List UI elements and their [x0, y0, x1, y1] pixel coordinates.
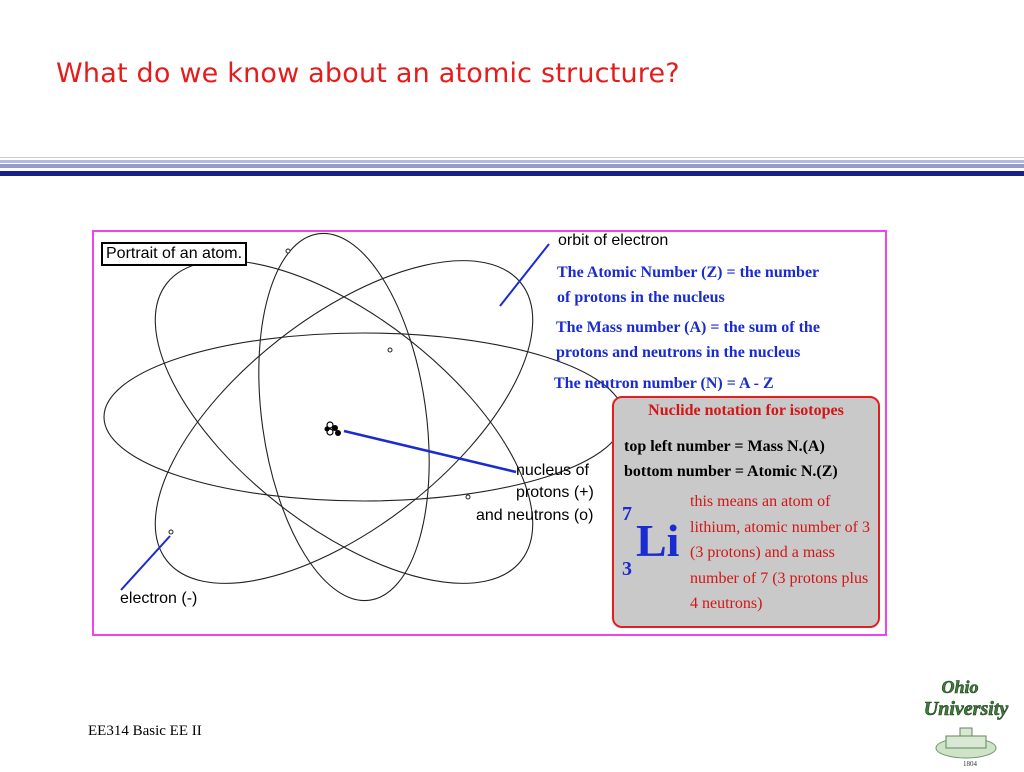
header-rule-light: [0, 160, 1024, 163]
neutron-number-text: The neutron number (N) = A - Z: [554, 375, 774, 392]
portrait-label: Portrait of an atom.: [101, 242, 247, 266]
orbit-ellipse-diagonal-b: [102, 232, 586, 634]
electron-dot-3: [466, 495, 470, 499]
lithium-atomic-number: 3: [622, 558, 632, 580]
logo-text-year: 1804: [963, 760, 977, 768]
atom-figure: [92, 230, 887, 636]
lithium-mass-number: 7: [622, 503, 632, 525]
nuclide-line-mass: top left number = Mass N.(A): [624, 438, 825, 455]
atomic-number-line-2: of protons in the nucleus: [557, 289, 725, 306]
ohio-university-logo-icon: [910, 676, 1022, 768]
lithium-symbol: Li: [636, 515, 680, 566]
orbit-ellipse-diagonal-a: [102, 232, 586, 634]
orbit-pointer-line: [500, 244, 549, 306]
electron-pointer-line: [121, 536, 170, 590]
electron-dot-1: [286, 249, 290, 253]
logo-text-ohio: Ohio: [941, 677, 979, 697]
nucleus-label-line-1: nucleus of: [516, 462, 589, 479]
atomic-number-text: [557, 260, 819, 310]
logo-text-university: University: [923, 698, 1009, 720]
orbit-ellipse-vertical: [237, 232, 451, 612]
nucleus-label-line-2: protons (+): [516, 484, 594, 501]
orbit-label: orbit of electron: [558, 232, 669, 249]
nuclide-notation-box: [612, 396, 880, 628]
electron-dot-4: [169, 530, 173, 534]
nucleus-icon: [325, 422, 342, 436]
nucleus-pointer-line: [344, 431, 516, 472]
lithium-description: this means an atom of lithium, atomic number of 3 (3 protons) and a mass number of 7 (3 protons plus 4 neutrons): [690, 493, 870, 612]
nuclide-line-atomic: bottom number = Atomic N.(Z): [624, 463, 838, 480]
nuclide-title: Nuclide notation for isotopes: [648, 402, 844, 419]
header-rule-thin: [0, 157, 1024, 158]
mass-number-line-2: protons and neutrons in the nucleus: [556, 344, 801, 361]
mass-number-line-1: The Mass number (A) = the sum of the: [556, 319, 820, 336]
header-rule-dark: [0, 171, 1024, 176]
ohio-university-logo: [910, 676, 1022, 768]
electron-dot-2: [388, 348, 392, 352]
footer-course: EE314 Basic EE II: [88, 723, 202, 739]
electron-label: electron (-): [120, 590, 198, 607]
atomic-number-line-1: The Atomic Number (Z) = the number: [557, 264, 820, 281]
nucleus-label-line-3: and neutrons (o): [476, 507, 594, 524]
mass-number-text: [556, 315, 820, 365]
header-rule-medium: [0, 164, 1024, 168]
slide-title: What do we know about an atomic structure?: [56, 58, 680, 89]
